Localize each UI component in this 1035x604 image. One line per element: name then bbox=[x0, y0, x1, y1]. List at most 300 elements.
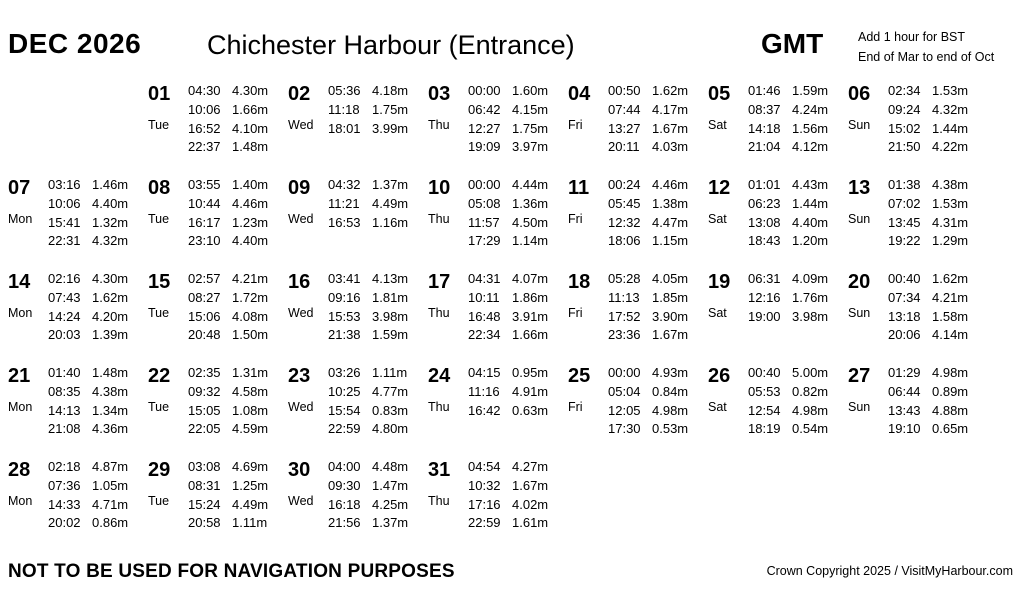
tide-time: 17:52 bbox=[608, 308, 641, 324]
tide-entry bbox=[188, 364, 288, 383]
day-cell-30 bbox=[288, 458, 428, 552]
day-header bbox=[288, 364, 328, 414]
tide-time: 07:36 bbox=[48, 477, 81, 493]
day-cell-05 bbox=[708, 82, 848, 176]
copyright-notice: Crown Copyright 2025 / VisitMyHarbour.com bbox=[766, 564, 1013, 578]
tide-entry bbox=[468, 101, 568, 120]
tide-height: 1.31m bbox=[232, 365, 269, 380]
tide-entry bbox=[888, 383, 988, 402]
tide-entry bbox=[468, 176, 568, 195]
tide-entry bbox=[188, 326, 288, 345]
tide-height: 4.49m bbox=[372, 195, 409, 211]
day-number: 21 bbox=[8, 365, 31, 387]
day-weekday: Fri bbox=[568, 306, 583, 320]
tide-entry bbox=[188, 195, 288, 214]
tide-entry bbox=[608, 120, 708, 139]
tide-entry bbox=[188, 458, 288, 477]
day-header bbox=[148, 270, 188, 320]
tide-height: 1.34m bbox=[92, 402, 129, 418]
tide-time: 22:05 bbox=[188, 421, 221, 437]
day-number: 05 bbox=[708, 83, 731, 105]
day-number: 30 bbox=[288, 459, 311, 481]
tide-entry bbox=[608, 214, 708, 233]
navigation-warning: NOT TO BE USED FOR NAVIGATION PURPOSES bbox=[8, 561, 455, 582]
day-weekday: Wed bbox=[288, 306, 314, 320]
tide-height: 4.38m bbox=[932, 177, 969, 192]
tide-time: 17:16 bbox=[468, 496, 501, 512]
tide-time: 19:00 bbox=[748, 308, 781, 324]
tide-entry bbox=[48, 326, 148, 345]
tide-list bbox=[48, 270, 148, 345]
day-cell-04 bbox=[568, 82, 708, 176]
tide-height: 4.40m bbox=[232, 233, 269, 249]
tide-entry bbox=[888, 308, 988, 327]
tide-entry bbox=[608, 364, 708, 383]
day-cell-17 bbox=[428, 270, 568, 364]
tide-time: 14:13 bbox=[48, 402, 81, 418]
tide-time: 13:27 bbox=[608, 120, 641, 136]
day-number: 25 bbox=[568, 365, 591, 387]
tide-time: 06:42 bbox=[468, 101, 501, 117]
day-number: 03 bbox=[428, 83, 451, 105]
tide-entry bbox=[468, 477, 568, 496]
tide-time: 12:27 bbox=[468, 120, 501, 136]
tide-time: 13:08 bbox=[748, 214, 781, 230]
tide-time: 09:24 bbox=[888, 101, 921, 117]
tide-height: 3.99m bbox=[372, 120, 409, 136]
tide-height: 1.85m bbox=[652, 289, 689, 305]
tide-time: 02:35 bbox=[188, 365, 221, 380]
tide-time: 08:35 bbox=[48, 383, 81, 399]
tide-entry bbox=[48, 420, 148, 439]
tide-entry bbox=[468, 402, 568, 421]
tide-height: 4.10m bbox=[232, 120, 269, 136]
tide-height: 4.69m bbox=[232, 459, 269, 474]
tide-time: 05:36 bbox=[328, 83, 361, 98]
tide-time: 06:31 bbox=[748, 271, 781, 286]
tide-entry bbox=[608, 402, 708, 421]
tide-time: 00:00 bbox=[468, 177, 501, 192]
tide-time: 22:31 bbox=[48, 233, 81, 249]
tide-entry bbox=[608, 232, 708, 251]
tide-entry bbox=[328, 101, 428, 120]
tide-entry bbox=[608, 308, 708, 327]
day-header bbox=[428, 270, 468, 320]
tide-height: 0.95m bbox=[512, 365, 549, 380]
tide-entry bbox=[188, 82, 288, 101]
day-weekday: Mon bbox=[8, 400, 33, 414]
day-cell-22 bbox=[148, 364, 288, 458]
tide-entry bbox=[328, 477, 428, 496]
day-cell-02 bbox=[288, 82, 428, 176]
tide-time: 11:13 bbox=[608, 289, 640, 305]
tide-time: 08:31 bbox=[188, 477, 221, 493]
tide-time: 08:27 bbox=[188, 289, 221, 305]
day-header bbox=[148, 458, 188, 508]
tide-height: 4.98m bbox=[932, 365, 969, 380]
timezone-label: GMT bbox=[761, 28, 824, 59]
day-weekday: Tue bbox=[148, 306, 170, 320]
tide-height: 4.05m bbox=[652, 271, 689, 286]
tide-time: 13:18 bbox=[888, 308, 921, 324]
tide-entry bbox=[468, 195, 568, 214]
tide-time: 23:36 bbox=[608, 327, 641, 343]
tide-time: 03:55 bbox=[188, 177, 221, 192]
tide-height: 4.36m bbox=[92, 421, 129, 437]
day-number: 04 bbox=[568, 83, 591, 105]
day-cell-07 bbox=[8, 176, 148, 270]
day-header bbox=[568, 364, 608, 414]
tide-height: 1.11m bbox=[372, 365, 408, 380]
tide-entry bbox=[468, 326, 568, 345]
tide-height: 4.77m bbox=[372, 383, 409, 399]
tide-time: 03:26 bbox=[328, 365, 361, 380]
tide-time: 09:16 bbox=[328, 289, 361, 305]
tide-time: 03:08 bbox=[188, 459, 221, 474]
tide-entry bbox=[188, 514, 288, 533]
day-number: 19 bbox=[708, 271, 731, 293]
tide-entry bbox=[48, 402, 148, 421]
day-number: 23 bbox=[288, 365, 311, 387]
tide-entry bbox=[608, 195, 708, 214]
tide-time: 02:18 bbox=[48, 459, 81, 474]
tide-height: 4.21m bbox=[232, 271, 269, 286]
tide-list bbox=[748, 82, 848, 157]
tide-height: 1.59m bbox=[372, 327, 409, 343]
day-header bbox=[568, 82, 608, 132]
day-weekday: Sat bbox=[708, 212, 727, 226]
tide-entry bbox=[608, 326, 708, 345]
tide-height: 4.49m bbox=[232, 496, 269, 512]
day-cell-13 bbox=[848, 176, 988, 270]
tide-time: 15:53 bbox=[328, 308, 361, 324]
day-number: 31 bbox=[428, 459, 451, 481]
tide-entry bbox=[608, 289, 708, 308]
day-weekday: Thu bbox=[428, 118, 450, 132]
day-weekday: Thu bbox=[428, 400, 450, 414]
tide-time: 12:05 bbox=[608, 402, 641, 418]
tide-entry bbox=[328, 214, 428, 233]
day-number: 17 bbox=[428, 271, 451, 293]
tide-height: 1.39m bbox=[92, 327, 129, 343]
tide-height: 0.54m bbox=[792, 421, 829, 437]
tide-entry bbox=[48, 289, 148, 308]
tide-entry bbox=[748, 232, 848, 251]
tide-height: 1.29m bbox=[932, 233, 969, 249]
day-cell-01 bbox=[148, 82, 288, 176]
tide-time: 00:24 bbox=[608, 177, 641, 192]
tide-time: 00:50 bbox=[608, 83, 641, 98]
tide-height: 1.53m bbox=[932, 83, 969, 98]
day-weekday: Mon bbox=[8, 306, 33, 320]
tide-height: 0.65m bbox=[932, 421, 969, 437]
tide-height: 0.82m bbox=[792, 383, 829, 399]
tide-height: 4.08m bbox=[232, 308, 269, 324]
day-weekday: Mon bbox=[8, 494, 33, 508]
tide-entry bbox=[748, 101, 848, 120]
tide-entry bbox=[48, 514, 148, 533]
tide-height: 4.22m bbox=[932, 139, 969, 155]
tide-time: 08:37 bbox=[748, 101, 781, 117]
tide-height: 4.46m bbox=[652, 177, 689, 192]
tide-height: 0.53m bbox=[652, 421, 689, 437]
day-cell-23 bbox=[288, 364, 428, 458]
tide-height: 1.76m bbox=[792, 289, 829, 305]
tide-height: 1.36m bbox=[512, 195, 549, 211]
tide-height: 4.13m bbox=[372, 271, 409, 286]
tide-time: 12:54 bbox=[748, 402, 781, 418]
tide-height: 4.44m bbox=[512, 177, 549, 192]
tide-time: 00:00 bbox=[608, 365, 641, 380]
tide-height: 1.66m bbox=[512, 327, 549, 343]
tide-height: 1.61m bbox=[512, 515, 549, 531]
tide-entry bbox=[468, 496, 568, 515]
tide-height: 1.15m bbox=[652, 233, 689, 249]
empty-cell bbox=[8, 82, 148, 176]
tide-entry bbox=[888, 364, 988, 383]
day-cell-16 bbox=[288, 270, 428, 364]
tide-height: 4.30m bbox=[92, 271, 129, 286]
day-number: 16 bbox=[288, 271, 311, 293]
tide-height: 4.88m bbox=[932, 402, 969, 418]
tide-height: 4.32m bbox=[92, 233, 129, 249]
day-weekday: Thu bbox=[428, 494, 450, 508]
tide-time: 03:16 bbox=[48, 177, 81, 192]
tide-list bbox=[188, 458, 288, 533]
tide-time: 16:53 bbox=[328, 214, 361, 230]
day-cell-03 bbox=[428, 82, 568, 176]
tide-entry bbox=[328, 82, 428, 101]
tide-time: 17:30 bbox=[608, 421, 641, 437]
tide-height: 4.91m bbox=[512, 383, 549, 399]
tide-height: 4.98m bbox=[792, 402, 829, 418]
day-cell-31 bbox=[428, 458, 568, 552]
tide-time: 07:34 bbox=[888, 289, 921, 305]
day-header bbox=[428, 458, 468, 508]
tide-list bbox=[468, 270, 568, 345]
tide-time: 01:38 bbox=[888, 177, 921, 192]
tide-time: 15:06 bbox=[188, 308, 221, 324]
tide-height: 3.90m bbox=[652, 308, 689, 324]
day-header bbox=[288, 458, 328, 508]
tide-height: 4.43m bbox=[792, 177, 829, 192]
day-weekday: Fri bbox=[568, 118, 583, 132]
tide-height: 1.44m bbox=[932, 120, 969, 136]
tide-time: 07:43 bbox=[48, 289, 81, 305]
tide-height: 4.32m bbox=[932, 101, 969, 117]
tide-height: 4.12m bbox=[792, 139, 829, 155]
tide-time: 23:10 bbox=[188, 233, 221, 249]
tide-time: 15:05 bbox=[188, 402, 221, 418]
tide-list bbox=[48, 364, 148, 439]
tide-entry bbox=[608, 420, 708, 439]
tide-entry bbox=[888, 289, 988, 308]
day-header bbox=[708, 270, 748, 320]
day-cell-19 bbox=[708, 270, 848, 364]
tide-entry bbox=[608, 101, 708, 120]
tide-time: 14:24 bbox=[48, 308, 81, 324]
tide-time: 20:03 bbox=[48, 327, 81, 343]
tide-time: 12:32 bbox=[608, 214, 641, 230]
day-cell-11 bbox=[568, 176, 708, 270]
tide-height: 1.75m bbox=[512, 120, 549, 136]
tide-list bbox=[888, 82, 988, 157]
day-weekday: Sun bbox=[848, 118, 871, 132]
tide-entry bbox=[328, 458, 428, 477]
tide-time: 07:44 bbox=[608, 101, 641, 117]
tide-entry bbox=[888, 402, 988, 421]
tide-entry bbox=[328, 176, 428, 195]
timezone-note-line1: Add 1 hour for BST bbox=[858, 30, 966, 44]
tide-height: 1.75m bbox=[372, 101, 409, 117]
tide-entry bbox=[468, 270, 568, 289]
day-number: 10 bbox=[428, 177, 451, 199]
tide-time: 21:56 bbox=[328, 515, 361, 531]
tide-time: 09:32 bbox=[188, 383, 221, 399]
tide-height: 4.40m bbox=[92, 195, 129, 211]
tide-entry bbox=[188, 138, 288, 157]
day-weekday: Sun bbox=[848, 212, 871, 226]
tide-entry bbox=[748, 176, 848, 195]
day-cell-29 bbox=[148, 458, 288, 552]
tide-height: 1.59m bbox=[792, 83, 829, 98]
tide-height: 1.37m bbox=[372, 515, 409, 531]
tide-time: 19:22 bbox=[888, 233, 921, 249]
tide-time: 07:02 bbox=[888, 195, 921, 211]
day-number: 07 bbox=[8, 177, 31, 199]
tide-time: 21:08 bbox=[48, 421, 81, 437]
tide-height: 4.50m bbox=[512, 214, 549, 230]
tide-height: 4.18m bbox=[372, 83, 409, 98]
tide-entry bbox=[188, 402, 288, 421]
day-weekday: Wed bbox=[288, 118, 314, 132]
tide-time: 11:18 bbox=[328, 101, 360, 117]
day-number: 12 bbox=[708, 177, 731, 199]
tide-entry bbox=[468, 138, 568, 157]
day-number: 02 bbox=[288, 83, 311, 105]
tide-time: 01:01 bbox=[748, 177, 781, 192]
tide-height: 4.02m bbox=[512, 496, 549, 512]
day-header bbox=[148, 176, 188, 226]
tide-entry bbox=[608, 176, 708, 195]
tide-height: 4.21m bbox=[932, 289, 969, 305]
day-weekday: Fri bbox=[568, 400, 583, 414]
tide-height: 1.14m bbox=[512, 233, 549, 249]
tide-entry bbox=[888, 420, 988, 439]
day-header bbox=[708, 82, 748, 132]
tide-time: 21:38 bbox=[328, 327, 361, 343]
tide-time: 20:48 bbox=[188, 327, 221, 343]
tide-list bbox=[188, 364, 288, 439]
day-number: 15 bbox=[148, 271, 171, 293]
tide-time: 16:52 bbox=[188, 120, 221, 136]
tide-height: 1.25m bbox=[232, 477, 269, 493]
day-header bbox=[428, 364, 468, 414]
tide-list bbox=[468, 364, 568, 420]
day-number: 13 bbox=[848, 177, 871, 199]
day-weekday: Tue bbox=[148, 400, 170, 414]
tide-time: 01:46 bbox=[748, 83, 781, 98]
tide-height: 1.16m bbox=[372, 214, 409, 230]
tide-entry bbox=[48, 496, 148, 515]
tide-time: 17:29 bbox=[468, 233, 501, 249]
tide-time: 13:45 bbox=[888, 214, 921, 230]
tide-entry bbox=[748, 402, 848, 421]
tide-entry bbox=[748, 308, 848, 327]
tide-time: 20:06 bbox=[888, 327, 921, 343]
day-cell-14 bbox=[8, 270, 148, 364]
tide-entry bbox=[188, 270, 288, 289]
tide-height: 4.40m bbox=[792, 214, 829, 230]
tide-list bbox=[328, 458, 428, 533]
day-number: 11 bbox=[568, 177, 590, 199]
tide-height: 1.38m bbox=[652, 195, 689, 211]
tide-height: 1.40m bbox=[232, 177, 269, 192]
tide-entry bbox=[48, 195, 148, 214]
day-number: 22 bbox=[148, 365, 171, 387]
tide-entry bbox=[468, 308, 568, 327]
tide-height: 3.97m bbox=[512, 139, 549, 155]
tide-list bbox=[328, 176, 428, 232]
tide-list bbox=[188, 176, 288, 251]
day-cell-21 bbox=[8, 364, 148, 458]
day-header bbox=[8, 270, 48, 320]
timezone-note bbox=[858, 27, 994, 67]
tide-time: 21:50 bbox=[888, 139, 921, 155]
tide-calendar-grid bbox=[8, 82, 988, 552]
tide-entry bbox=[48, 176, 148, 195]
tide-entry bbox=[188, 477, 288, 496]
tide-entry bbox=[328, 496, 428, 515]
day-number: 08 bbox=[148, 177, 171, 199]
tide-height: 0.86m bbox=[92, 515, 129, 531]
tide-entry bbox=[328, 402, 428, 421]
day-weekday: Fri bbox=[568, 212, 583, 226]
tide-entry bbox=[888, 101, 988, 120]
tide-time: 18:01 bbox=[328, 120, 361, 136]
day-weekday: Sat bbox=[708, 306, 727, 320]
tide-height: 0.83m bbox=[372, 402, 409, 418]
tide-height: 4.46m bbox=[232, 195, 269, 211]
day-cell-18 bbox=[568, 270, 708, 364]
tide-height: 4.47m bbox=[652, 214, 689, 230]
tide-entry bbox=[328, 326, 428, 345]
tide-height: 4.15m bbox=[512, 101, 549, 117]
day-header bbox=[708, 364, 748, 414]
tide-entry bbox=[188, 120, 288, 139]
day-weekday: Sat bbox=[708, 400, 727, 414]
tide-time: 19:10 bbox=[888, 421, 921, 437]
tide-height: 1.37m bbox=[372, 177, 409, 192]
tide-time: 05:08 bbox=[468, 195, 501, 211]
tide-height: 1.56m bbox=[792, 120, 829, 136]
tide-time: 20:02 bbox=[48, 515, 81, 531]
tide-entry bbox=[48, 270, 148, 289]
day-cell-28 bbox=[8, 458, 148, 552]
tide-height: 1.62m bbox=[932, 271, 969, 286]
tide-height: 4.38m bbox=[92, 383, 129, 399]
tide-entry bbox=[328, 514, 428, 533]
tide-height: 1.08m bbox=[232, 402, 269, 418]
tide-entry bbox=[48, 232, 148, 251]
tide-time: 04:54 bbox=[468, 459, 501, 474]
day-cell-26 bbox=[708, 364, 848, 458]
tide-time: 18:19 bbox=[748, 421, 781, 437]
tide-height: 4.20m bbox=[92, 308, 129, 324]
tide-entry bbox=[888, 232, 988, 251]
tide-height: 1.66m bbox=[232, 101, 269, 117]
tide-height: 0.89m bbox=[932, 383, 969, 399]
